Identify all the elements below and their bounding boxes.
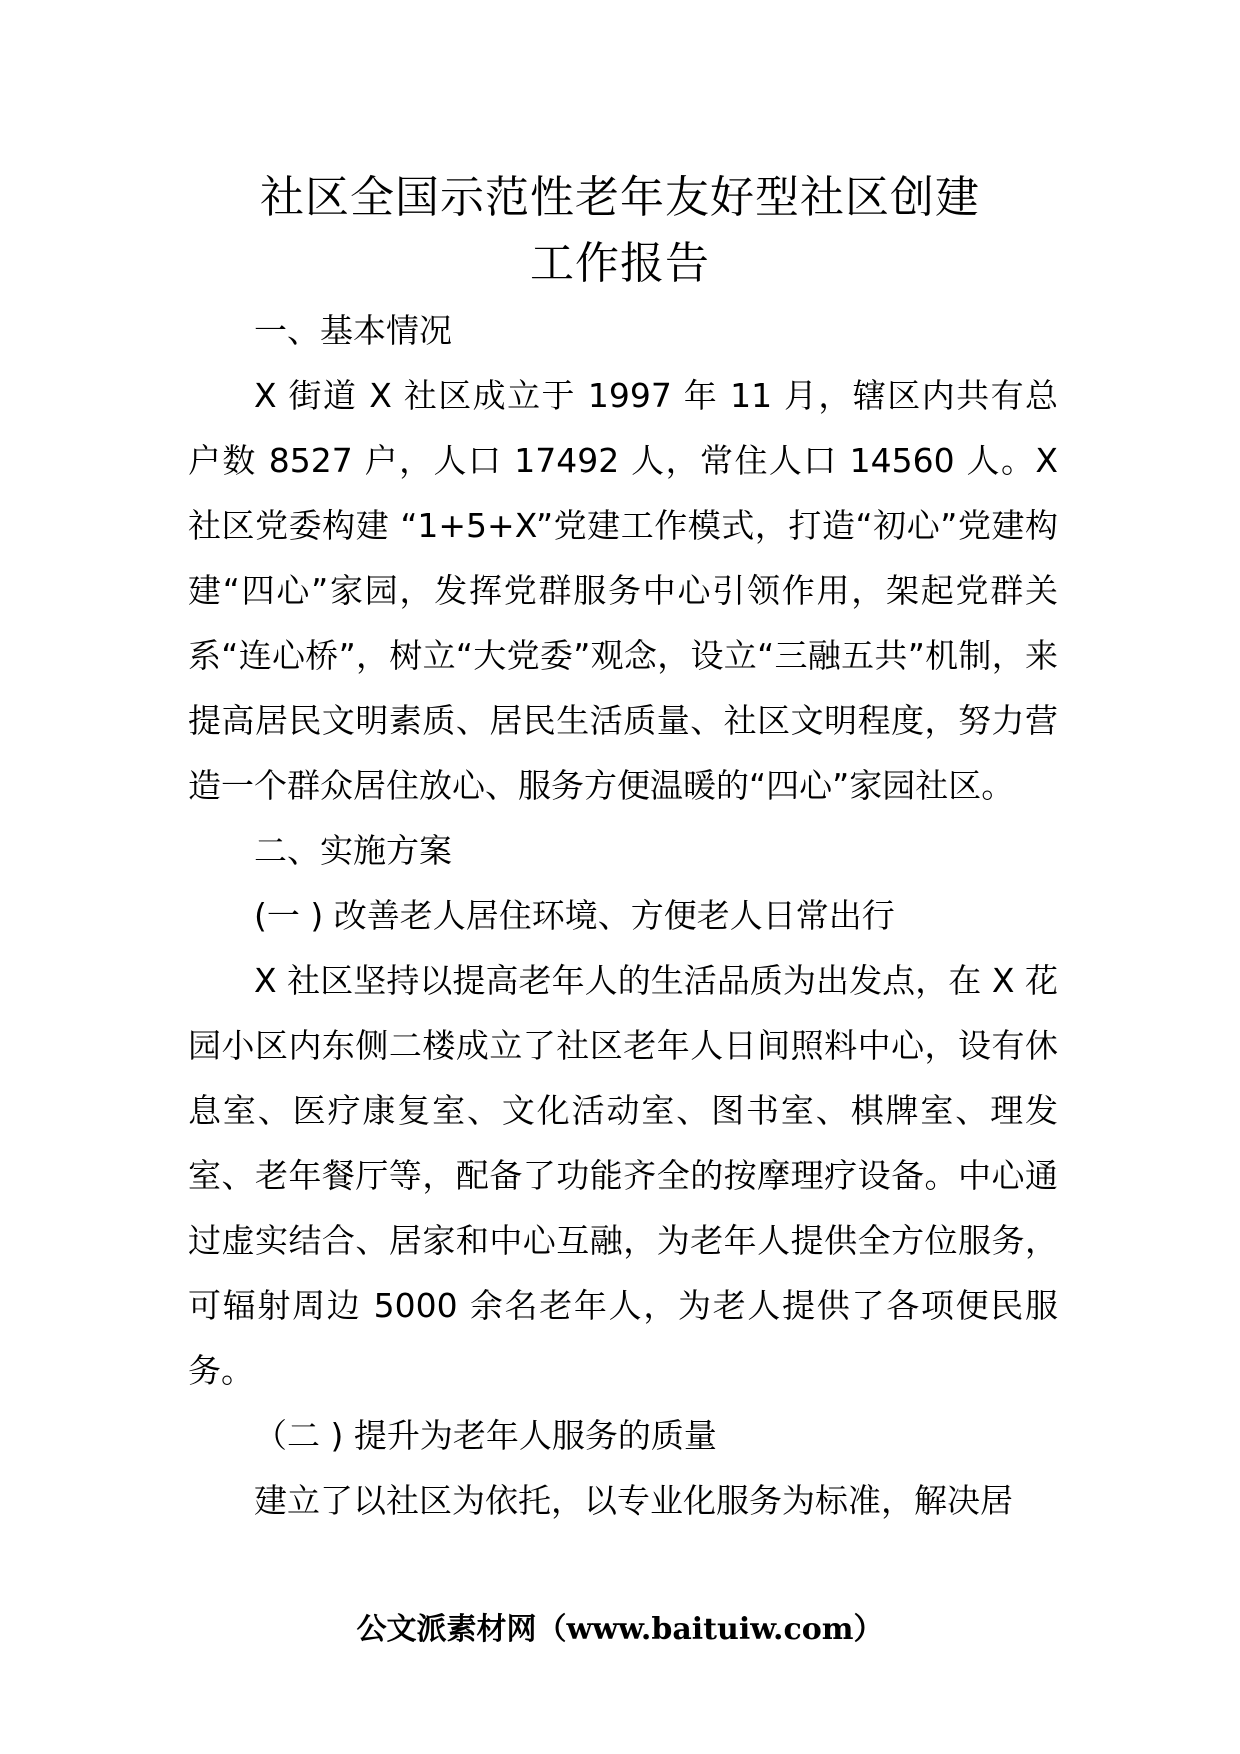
section-heading-basic-info: 一、基本情况 bbox=[254, 311, 452, 350]
document-title-line-2: 工作报告 bbox=[530, 238, 710, 289]
paragraph-service-system: 建立了以社区为依托，以专业化服务为标准，解决居 bbox=[254, 1481, 1013, 1520]
paragraph-community-overview: X 街道 X 社区成立于 1997 年 11 月，辖区内共有总户数 8527 户，人口 17492 人，常住人口 14560 人。X 社区党委构建 “1+5+X”党建工作模式，打造“初心”党建构建“四心”家园，发挥党群服务中心引领作用，架起党群关系“连心桥”，树立“大党委”观念，设立“三融五共”机制，来提高居民文明素质、居民生活质量、社区文明程度，努力营造一个群众居住放心、服务方便温暖的“四心”家园社区。 bbox=[188, 376, 1058, 805]
paragraph-day-care-center: X 社区坚持以提高老年人的生活品质为出发点，在 X 花园小区内东侧二楼成立了社区老年人日间照料中心，设有休息室、医疗康复室、文化活动室、图书室、棋牌室、理发室、老年餐厅等，配备了功能齐全的按摩理疗设备。中心通过虚实结合、居家和中心互融，为老年人提供全方位服务，可辐射周边 5000 余名老年人，为老人提供了各项便民服务。 bbox=[188, 961, 1058, 1390]
subheading-service-quality: （二 ) 提升为老年人服务的质量 bbox=[254, 1416, 717, 1455]
footer-source: 公文派素材网（www.baituiw.com） bbox=[356, 1612, 884, 1647]
section-heading-implementation: 二、实施方案 bbox=[254, 831, 452, 870]
subheading-living-environment: (一 ) 改善老人居住环境、方便老人日常出行 bbox=[254, 896, 895, 935]
document-body bbox=[188, 298, 1058, 1533]
document-title-line-1: 社区全国示范性老年友好型社区创建 bbox=[260, 172, 980, 223]
